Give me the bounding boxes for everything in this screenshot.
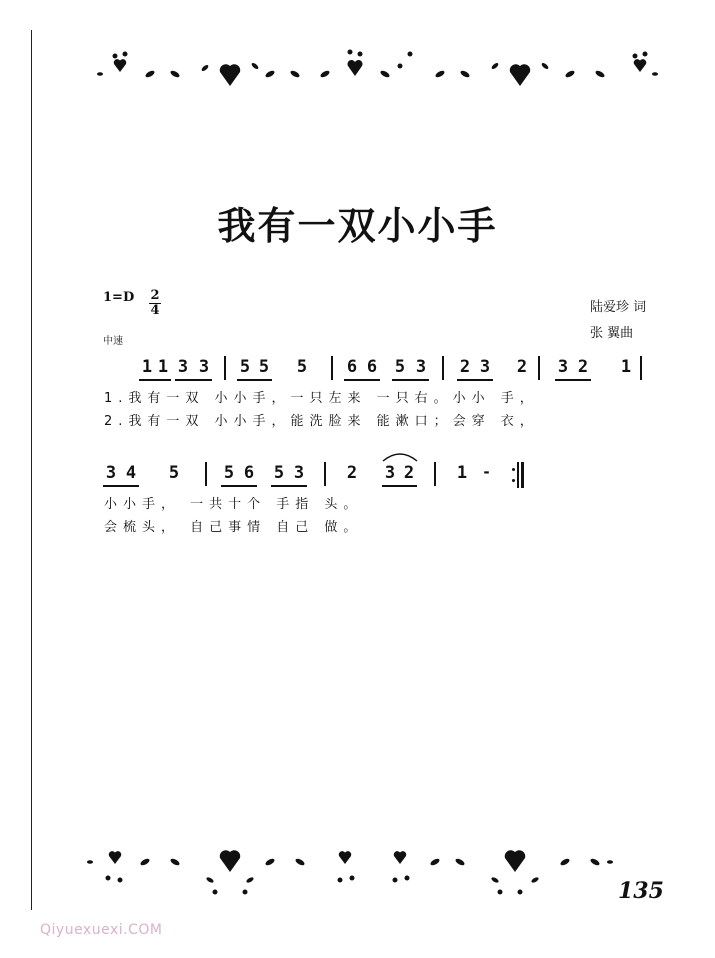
repeat-dot (512, 479, 515, 482)
leaf-icon (97, 62, 658, 79)
eighth-beam (139, 379, 171, 381)
slur-mark (381, 450, 419, 462)
eighth-beam (392, 379, 429, 381)
heart-icon (339, 851, 352, 864)
barline (324, 462, 326, 486)
heart-icon (510, 64, 531, 86)
composer-credit: 张 翼曲 (590, 326, 634, 341)
lyricist-credit: 陆爱珍 词 (590, 300, 647, 315)
barline (640, 356, 642, 380)
heart-icon (220, 850, 241, 872)
lyrics-line-2-verse-2: 会梳头， 自己事情 自己 做。 (104, 520, 363, 535)
barline (434, 462, 436, 486)
note: 5 (394, 357, 406, 377)
heart-icon (505, 850, 526, 872)
heart-icon (634, 59, 647, 72)
note: 2 (459, 357, 471, 377)
heart-icon (109, 851, 122, 864)
tempo-marking: 中速 (103, 336, 123, 347)
note: 3 (105, 463, 117, 483)
time-signature-bottom: 4 (150, 303, 160, 318)
note: 1 (141, 357, 153, 377)
heart-icon (114, 59, 127, 72)
note: 3 (479, 357, 491, 377)
page-number: 135 (618, 878, 664, 904)
note: 5 (273, 463, 285, 483)
note: 5 (258, 357, 270, 377)
note: 6 (366, 357, 378, 377)
note: 2 (403, 463, 415, 483)
heart-icon (220, 64, 241, 86)
note: 3 (198, 357, 210, 377)
note: 3 (384, 463, 396, 483)
note: 3 (177, 357, 189, 377)
note: 2 (516, 357, 528, 377)
barline (442, 356, 444, 380)
note: 5 (223, 463, 235, 483)
sustain-dash: - (482, 463, 492, 481)
note: 6 (346, 357, 358, 377)
eighth-beam (221, 485, 257, 487)
decorative-heart-border-top (0, 44, 715, 104)
leaf-icon (87, 857, 613, 883)
barline (331, 356, 333, 380)
barline (538, 356, 540, 380)
barline (224, 356, 226, 380)
repeat-barline-thick (521, 462, 524, 488)
note: 6 (243, 463, 255, 483)
dot-icon (113, 50, 648, 69)
note: 2 (577, 357, 589, 377)
eighth-beam (103, 485, 139, 487)
note: 2 (346, 463, 358, 483)
eighth-beam (457, 379, 493, 381)
decorative-heart-border-bottom (0, 840, 715, 910)
note: 3 (415, 357, 427, 377)
key-signature: 1=D (103, 290, 135, 305)
song-title: 我有一双小小手 (217, 204, 498, 248)
dot-icon (106, 876, 523, 895)
eighth-beam (344, 379, 380, 381)
note: 4 (125, 463, 137, 483)
lyrics-line-2-verse-1: 小小手， 一共十个 手指 头。 (104, 497, 363, 512)
heart-icon (347, 60, 362, 76)
note: 5 (168, 463, 180, 483)
time-signature (149, 289, 161, 318)
eighth-beam (382, 485, 417, 487)
lyrics-line-1-verse-1: 1.我有一双 小小手，一只左来 一只右。小小 手， (104, 391, 539, 406)
eighth-beam (271, 485, 307, 487)
repeat-dot (512, 468, 515, 471)
note: 3 (557, 357, 569, 377)
eighth-beam (555, 379, 591, 381)
page-margin-rule (31, 30, 32, 910)
repeat-barline-thin (517, 462, 519, 488)
site-watermark: Qiyuexuexi.COM (40, 922, 163, 938)
barline (205, 462, 207, 486)
note: 1 (456, 463, 468, 483)
note: 1 (157, 357, 169, 377)
heart-icon (394, 851, 407, 864)
time-signature-top: 2 (150, 288, 160, 303)
note: 1 (620, 357, 632, 377)
note: 5 (239, 357, 251, 377)
note: 5 (296, 357, 308, 377)
note: 3 (293, 463, 305, 483)
lyrics-line-1-verse-2: 2.我有一双 小小手，能洗脸来 能漱口；会穿 衣， (104, 414, 539, 429)
eighth-beam (237, 379, 272, 381)
eighth-beam (175, 379, 212, 381)
